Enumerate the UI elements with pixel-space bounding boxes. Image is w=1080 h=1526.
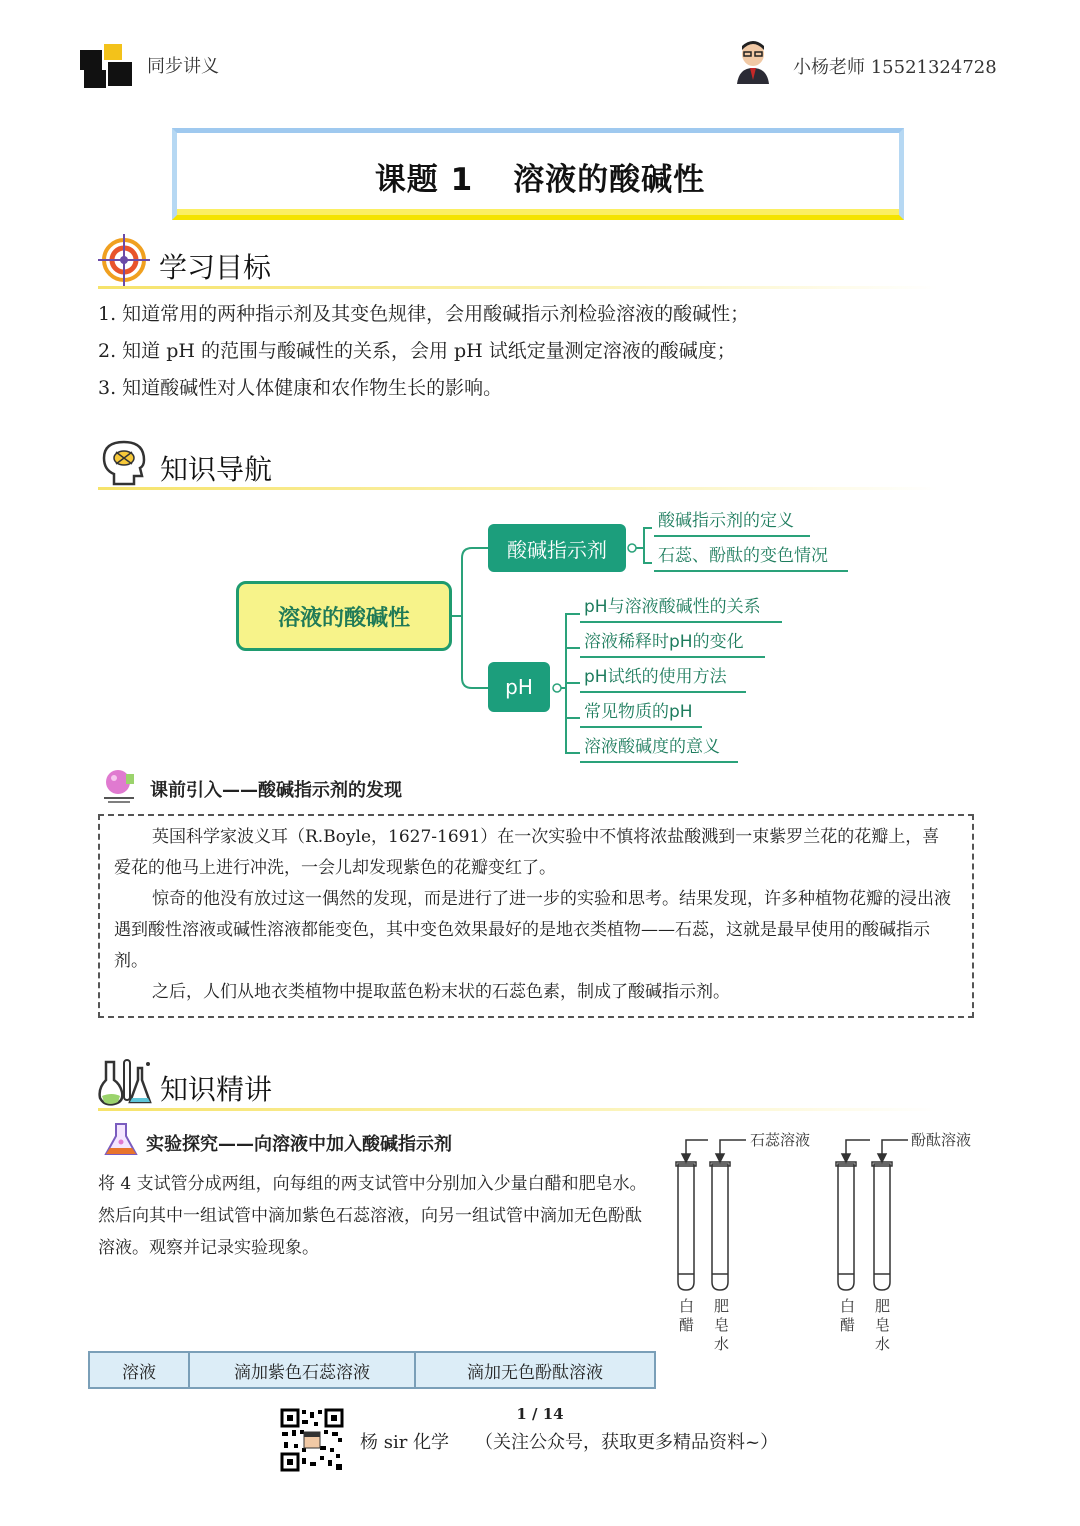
lesson-number: 课题 1	[374, 162, 474, 198]
mindmap-leaf: 溶液酸碱度的意义	[580, 732, 738, 763]
tube-label: 白醋	[840, 1297, 856, 1334]
experiment-heading: 实验探究——向溶液中加入酸碱指示剂	[146, 1134, 452, 1155]
objective-item: 1. 知道常用的两种指示剂及其变色规律，会用酸碱指示剂检验溶液的酸碱性；	[98, 303, 750, 325]
intro-paragraph: 英国科学家波义耳（R.Boyle，1627-1691）在一次实验中不慎将浓盐酸溅到一束紫罗兰花的花瓣上，喜爱花的他马上进行冲洗，一会儿却发现紫色的花瓣变红了。	[114, 827, 940, 878]
intro-paragraph: 之后，人们从地衣类植物中提取蓝色粉末状的石蕊色素，制成了酸碱指示剂。	[152, 982, 730, 1002]
litmus-label: 石蕊溶液	[750, 1131, 811, 1149]
experiment-text: 将 4 支试管分成两组，向每组的两支试管中分别加入少量白醋和肥皂水。然后向其中一组试管中滴加紫色石蕊溶液，向另一组试管中滴加无色酚酞溶液。观察并记录实验现象。	[98, 1174, 647, 1258]
table-header-cell: 滴加无色酚酞溶液	[415, 1352, 655, 1388]
footer-brand: 杨 sir 化学	[360, 1432, 450, 1453]
table-header-cell: 溶液	[89, 1352, 189, 1388]
lesson-name: 溶液的酸碱性	[513, 162, 706, 198]
objectives-heading: 学习目标	[159, 251, 272, 284]
mindmap-leaf: pH与溶液酸碱性的关系	[580, 592, 782, 623]
flask-icon	[100, 768, 138, 804]
mindmap-leaf: 石蕊、酚酞的变色情况	[654, 541, 848, 572]
footer-line	[360, 1428, 778, 1454]
mindmap-branch-ph: pH	[488, 662, 550, 712]
intro-heading: 课前引入——酸碱指示剂的发现	[150, 780, 402, 801]
footer-note: （关注公众号，获取更多精品资料~）	[475, 1432, 779, 1453]
tube-label: 白醋	[679, 1297, 695, 1334]
header-left-title: 同步讲义	[147, 56, 219, 77]
qr-code-icon[interactable]	[280, 1408, 344, 1472]
mindmap-leaf: 酸碱指示剂的定义	[654, 506, 810, 537]
tube-label: 肥皂水	[714, 1297, 730, 1353]
objective-item: 3. 知道酸碱性对人体健康和农作物生长的影响。	[98, 377, 503, 399]
result-table	[88, 1351, 656, 1389]
mindmap-leaf: 溶液稀释时pH的变化	[580, 627, 765, 658]
navigation-heading: 知识导航	[160, 453, 273, 486]
mindmap-center-node: 溶液的酸碱性	[236, 581, 452, 651]
experiment-icon	[104, 1122, 138, 1158]
mindmap-branch-indicator: 酸碱指示剂	[488, 524, 626, 572]
header-right-title: 小杨老师 15521324728	[793, 57, 997, 78]
mindmap-leaf: 常见物质的pH	[580, 697, 702, 728]
objective-item: 2. 知道 pH 的范围与酸碱性的关系，会用 pH 试纸定量测定溶液的酸碱度；	[98, 340, 736, 362]
section-divider	[98, 1108, 938, 1111]
page-number: 1 / 14	[516, 1405, 564, 1423]
intro-story-box	[98, 814, 974, 1018]
phenolphthalein-label: 酚酞溶液	[911, 1131, 972, 1149]
table-header-cell: 滴加紫色石蕊溶液	[189, 1352, 415, 1388]
knowledge-heading: 知识精讲	[160, 1073, 273, 1106]
tube-label: 肥皂水	[875, 1297, 891, 1353]
mindmap-leaf: pH试纸的使用方法	[580, 662, 746, 693]
lab-glassware-icon	[98, 1058, 154, 1108]
intro-paragraph: 惊奇的他没有放过这一偶然的发现，而是进行了进一步的实验和思考。结果发现，许多种植物花瓣的浸出液遇到酸性溶液或碱性溶液都能变色，其中变色效果最好的是地衣类植物——石蕊，这就是最早使用的酸碱指示剂。	[114, 889, 951, 971]
